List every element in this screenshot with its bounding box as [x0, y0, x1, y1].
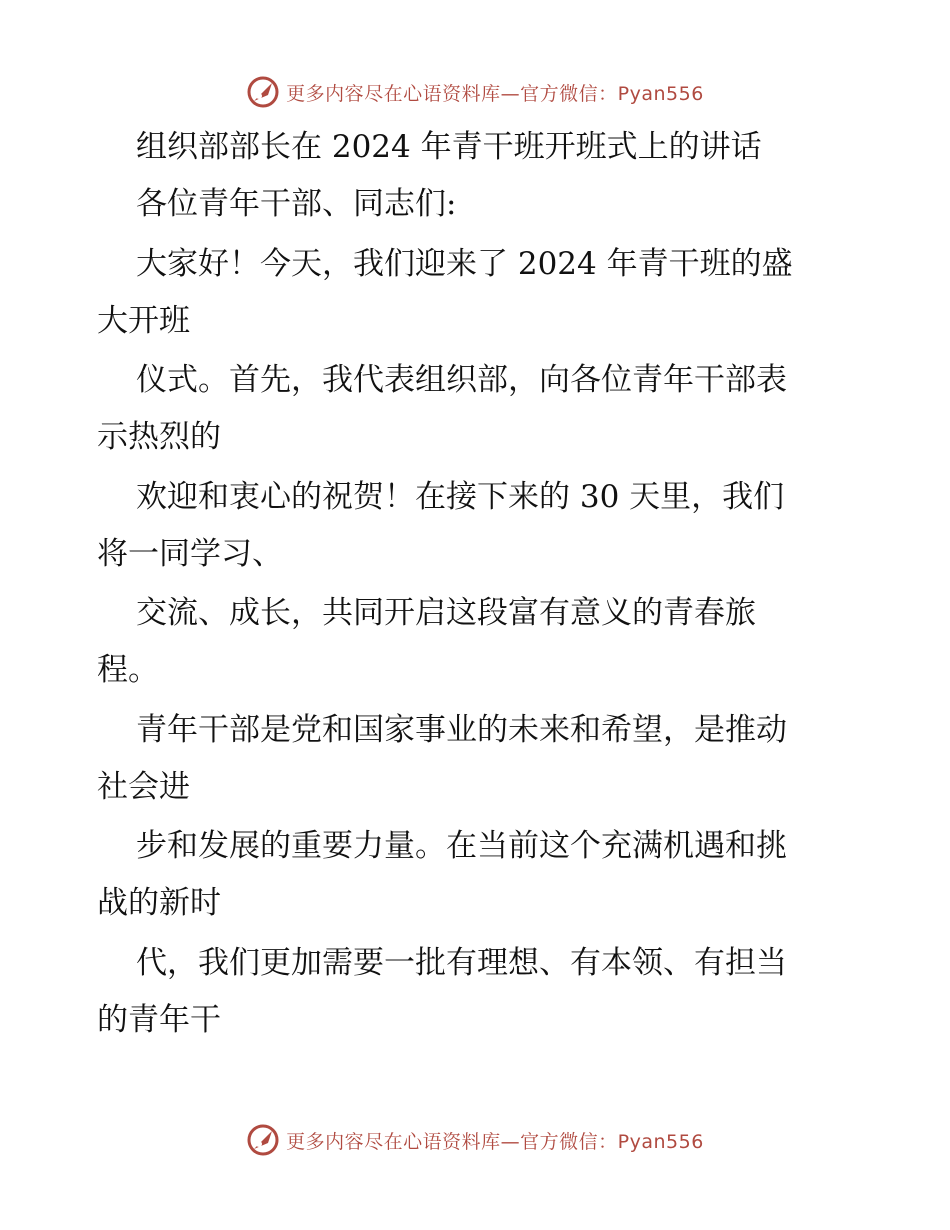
text-line: 各位青年干部、同志们: [136, 186, 457, 222]
watermark-text: 更多内容尽在心语资料库—官方微信：Pyan556 [286, 1130, 704, 1153]
text-line: 青年干部是党和国家事业的未来和希望，是推动 [136, 712, 787, 748]
text-line: 代，我们更加需要一批有理想、有本领、有担当 [136, 945, 787, 981]
text-line: 的青年干 [97, 1002, 221, 1038]
text-line: 示热烈的 [97, 419, 221, 455]
text-line: 大开班 [97, 303, 190, 339]
text-line: 将一同学习、 [97, 536, 283, 572]
text-line: 欢迎和衷心的祝贺！在接下来的 30 天里，我们 [136, 479, 785, 515]
watermark-text: 更多内容尽在心语资料库—官方微信：Pyan556 [286, 82, 704, 105]
text-line: 仪式。首先，我代表组织部，向各位青年干部表 [136, 362, 787, 398]
footer-watermark [0, 1120, 950, 1160]
header-watermark [0, 72, 950, 112]
quill-pen-logo-icon [246, 75, 280, 109]
document-title: 组织部部长在 2024 年青干班开班式上的讲话 [136, 129, 762, 165]
text-line: 程。 [97, 652, 159, 688]
text-line: 交流、成长，共同开启这段富有意义的青春旅 [136, 595, 756, 631]
quill-pen-logo-icon [246, 1123, 280, 1157]
text-line: 大家好！今天，我们迎来了 2024 年青干班的盛 [136, 246, 793, 282]
text-line: 战的新时 [97, 885, 221, 921]
text-line: 步和发展的重要力量。在当前这个充满机遇和挑 [136, 828, 787, 864]
text-line: 社会进 [97, 769, 190, 805]
